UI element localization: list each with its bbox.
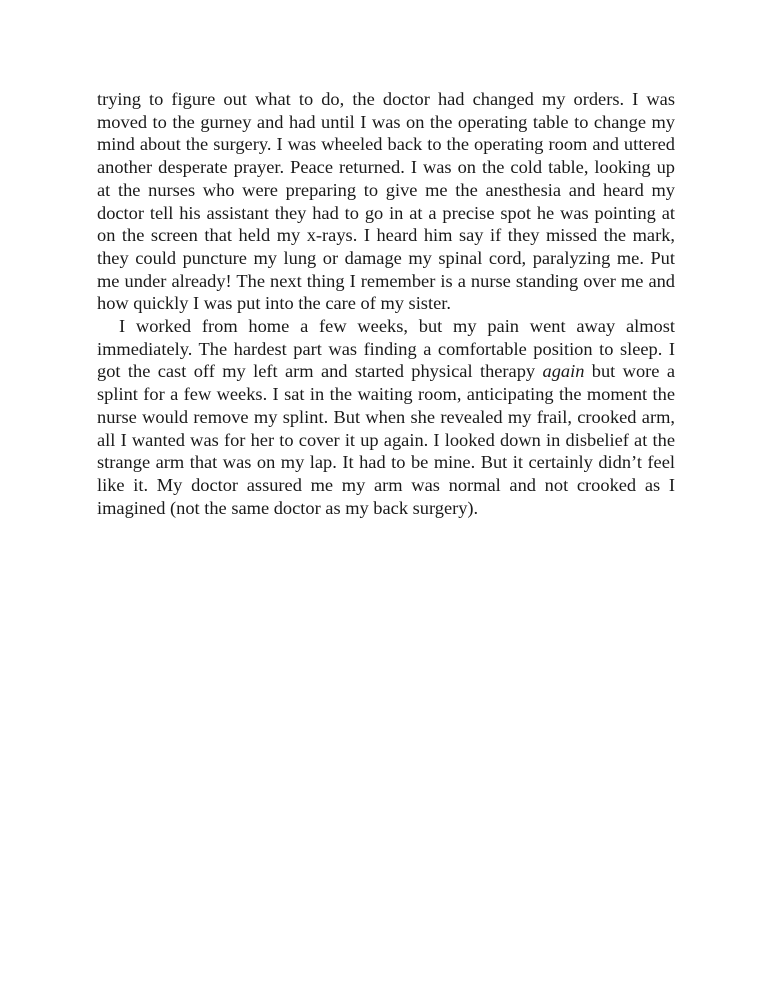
body-text xyxy=(97,88,675,519)
paragraph-1-text: trying to figure out what to do, the doctor had changed my orders. I was moved to the gurney and had until I was on the operating table to change my mind about the surgery. I was wheeled back to the operating room and uttered another desperate prayer. Peace returned. I was on the cold table, looking up at the nurses who were preparing to give me the anesthesia and heard my doctor tell his assistant they had to go in at a precise spot he was pointing at on the screen that held my x-rays. I heard him say if they missed the mark, they could puncture my lung or damage my spinal cord, paralyzing me. Put me under already! The next thing I remember is a nurse standing over me and how quickly I was put into the care of my sister. xyxy=(97,89,675,314)
paragraph-2 xyxy=(97,315,675,519)
paragraph-2-emphasis: again xyxy=(542,361,585,382)
paragraph-2-text-start: I worked from home a few weeks, but my pain went away almost immediately. The hardest part was finding a comfortable position to sleep. I got the cast off my left arm and started physical therapy xyxy=(97,316,675,382)
paragraph-1 xyxy=(97,88,675,315)
paragraph-2-text-end: but wore a splint for a few weeks. I sat in the waiting room, anticipating the moment the nurse would remove my splint. But when she revealed my frail, crooked arm, all I wanted was for her to cover it up again. I looked down in disbelief at the strange arm that was on my lap. It had to be mine. But it certainly didn’t feel like it. My doctor assured me my arm was normal and not crooked as I imagined (not the same doctor as my back surgery). xyxy=(97,361,675,518)
